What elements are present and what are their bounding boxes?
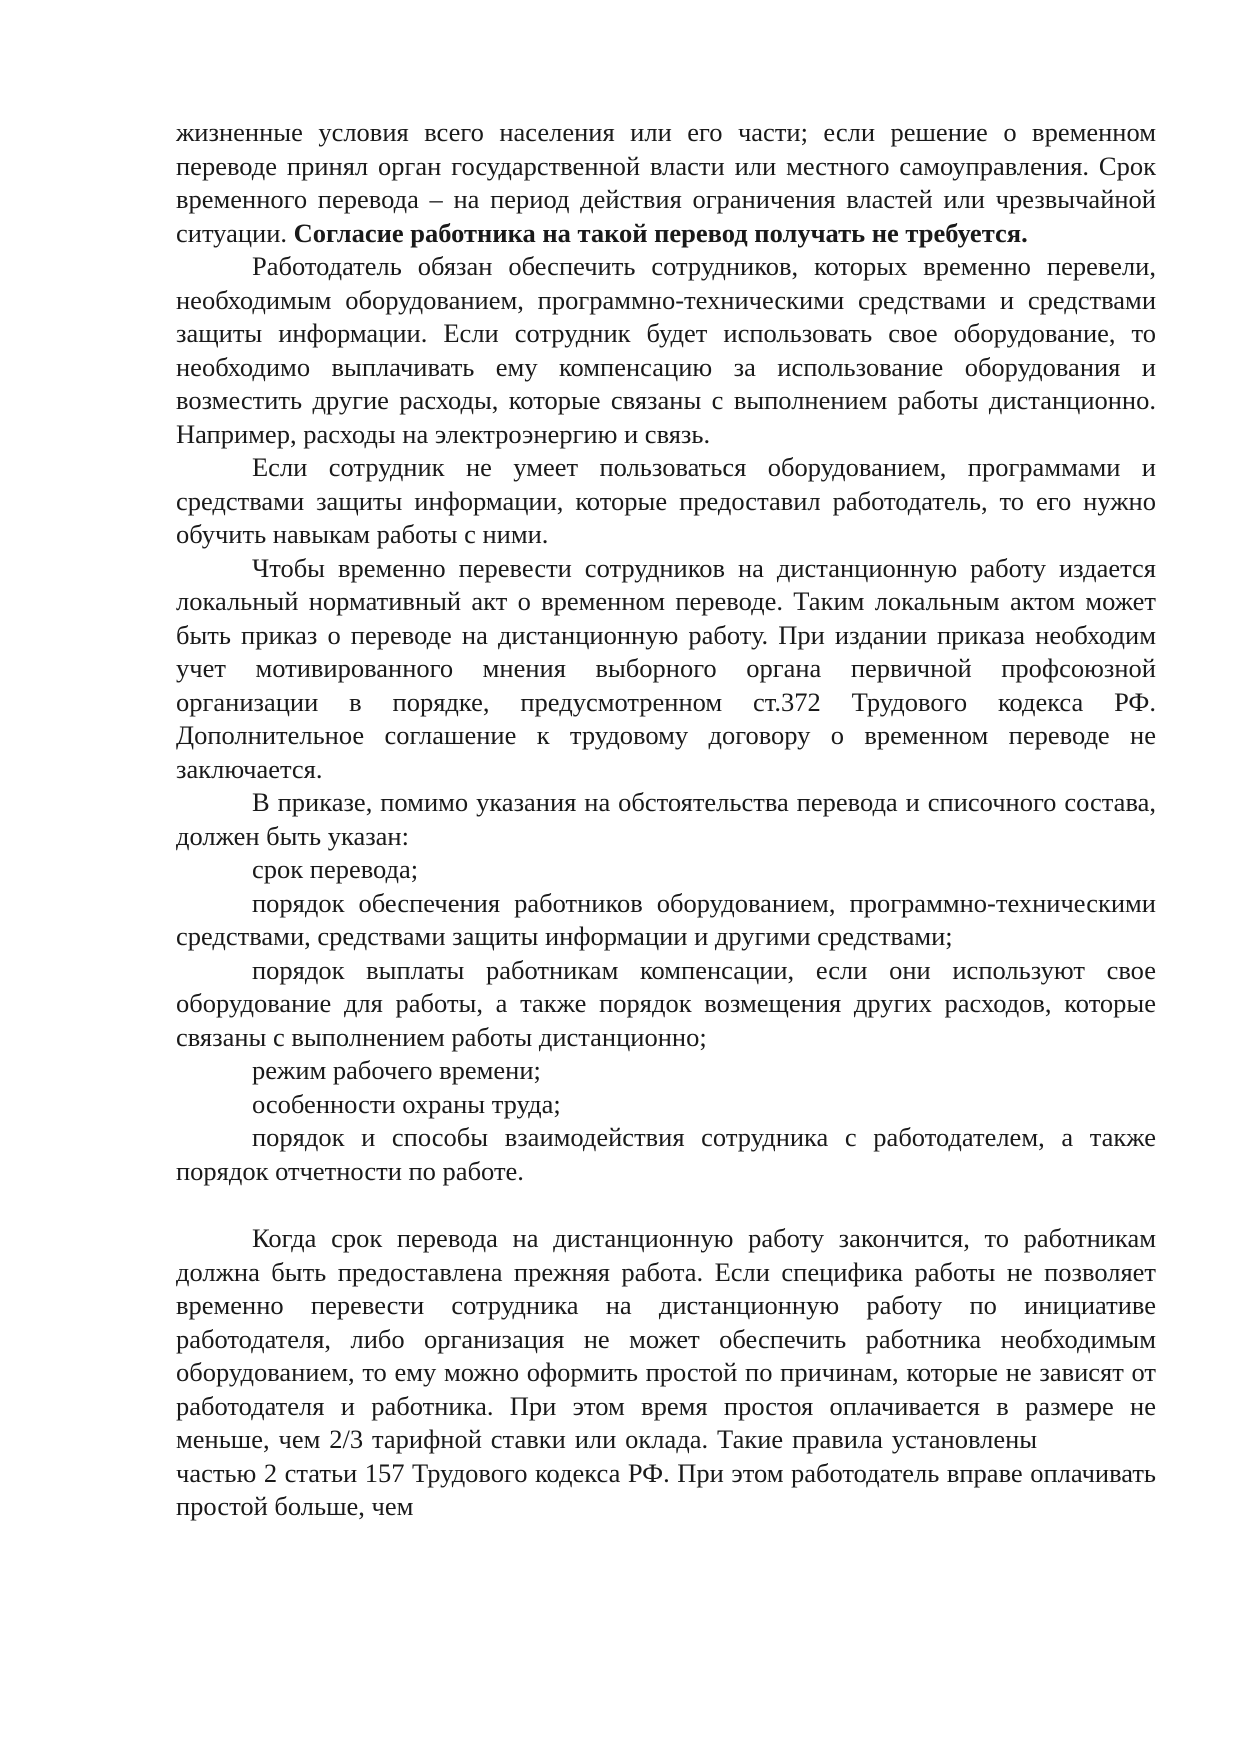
list-item: порядок выплаты работникам компенсации, если они используют свое оборудование для работы, а также порядок возмещения других расходов, которые связаны с выполнением работы дистанционно; xyxy=(176,954,1156,1052)
paragraph-6-text: Когда срок перевода на дистанционную работу закончится, то работникам должна быть предоставлена прежняя работа. Если специфика работы не позволяет временно перевести сотрудника на дистанционную работу по инициативе работодателя, либо организация не может обеспечить работника необходимым оборудованием, то ему можно оформить простой по причинам, которые не зависят от работодателя и работника. При этом время простоя оплачивается в размере не меньше, чем 2/3 тарифной ставки или оклада. Такие правила установлены xyxy=(176,1223,1156,1454)
list-item: режим рабочего времени; xyxy=(252,1055,541,1085)
list-item: особенности охраны труда; xyxy=(252,1088,561,1119)
paragraph-2: Работодатель обязан обеспечить сотрудников, которых временно перевели, необходимым оборудованием, программно-техническими средствами и средствами защиты информации. Если сотрудник будет использовать свое оборудование, то необходимо выплачивать ему компенсацию за использование оборудования и возместить другие расходы, которые связаны с выполнением работы дистанционно. Например, расходы на электроэнергию и связь. xyxy=(176,251,1156,449)
paragraph-1 xyxy=(176,116,1156,250)
list-item: порядок обеспечения работников оборудованием, программно-техническими средствами, средствами защиты информации и другими средствами; xyxy=(176,887,1156,951)
paragraph-4: Чтобы временно перевести сотрудников на дистанционную работу издается локальный нормативный акт о временном переводе. Таким локальным актом может быть приказ о переводе на дистанционную работу. При издании приказа необходим учет мотивированного мнения выборного органа первичной профсоюзной организации в порядке, предусмотренном ст.372 Трудового кодекса РФ. Дополнительное соглашение к трудовому договору о временном переводе не заключается. xyxy=(176,552,1156,784)
paragraph-1-bold: Согласие работника на такой перевод получать не требуется. xyxy=(293,217,1028,248)
paragraph-6 xyxy=(176,1222,1156,1524)
paragraph-3: Если сотрудник не умеет пользоваться оборудованием, программами и средствами защиты информации, которые предоставил работодатель, то его нужно обучить навыкам работы с ними. xyxy=(176,452,1156,549)
paragraph-5: В приказе, помимо указания на обстоятельства перевода и списочного состава, должен быть указан: xyxy=(176,787,1156,851)
paragraph-1-text: жизненные условия всего населения или его части; если решение о временном переводе принял орган государственной власти или местного самоуправления. Срок временного перевода – на период действия ограничения властей или чрезвычайной ситуации. xyxy=(176,117,1156,248)
document-body xyxy=(176,116,1156,1524)
blank-line xyxy=(176,1188,1156,1222)
list-item: порядок и способы взаимодействия сотрудника с работодателем, а также порядок отчетности по работе. xyxy=(176,1122,1156,1186)
paragraph-6-text-end: частью 2 статьи 157 Трудового кодекса РФ. При этом работодатель вправе оплачивать простой больше, чем xyxy=(176,1457,1156,1521)
list-item: срок перевода; xyxy=(252,854,419,884)
